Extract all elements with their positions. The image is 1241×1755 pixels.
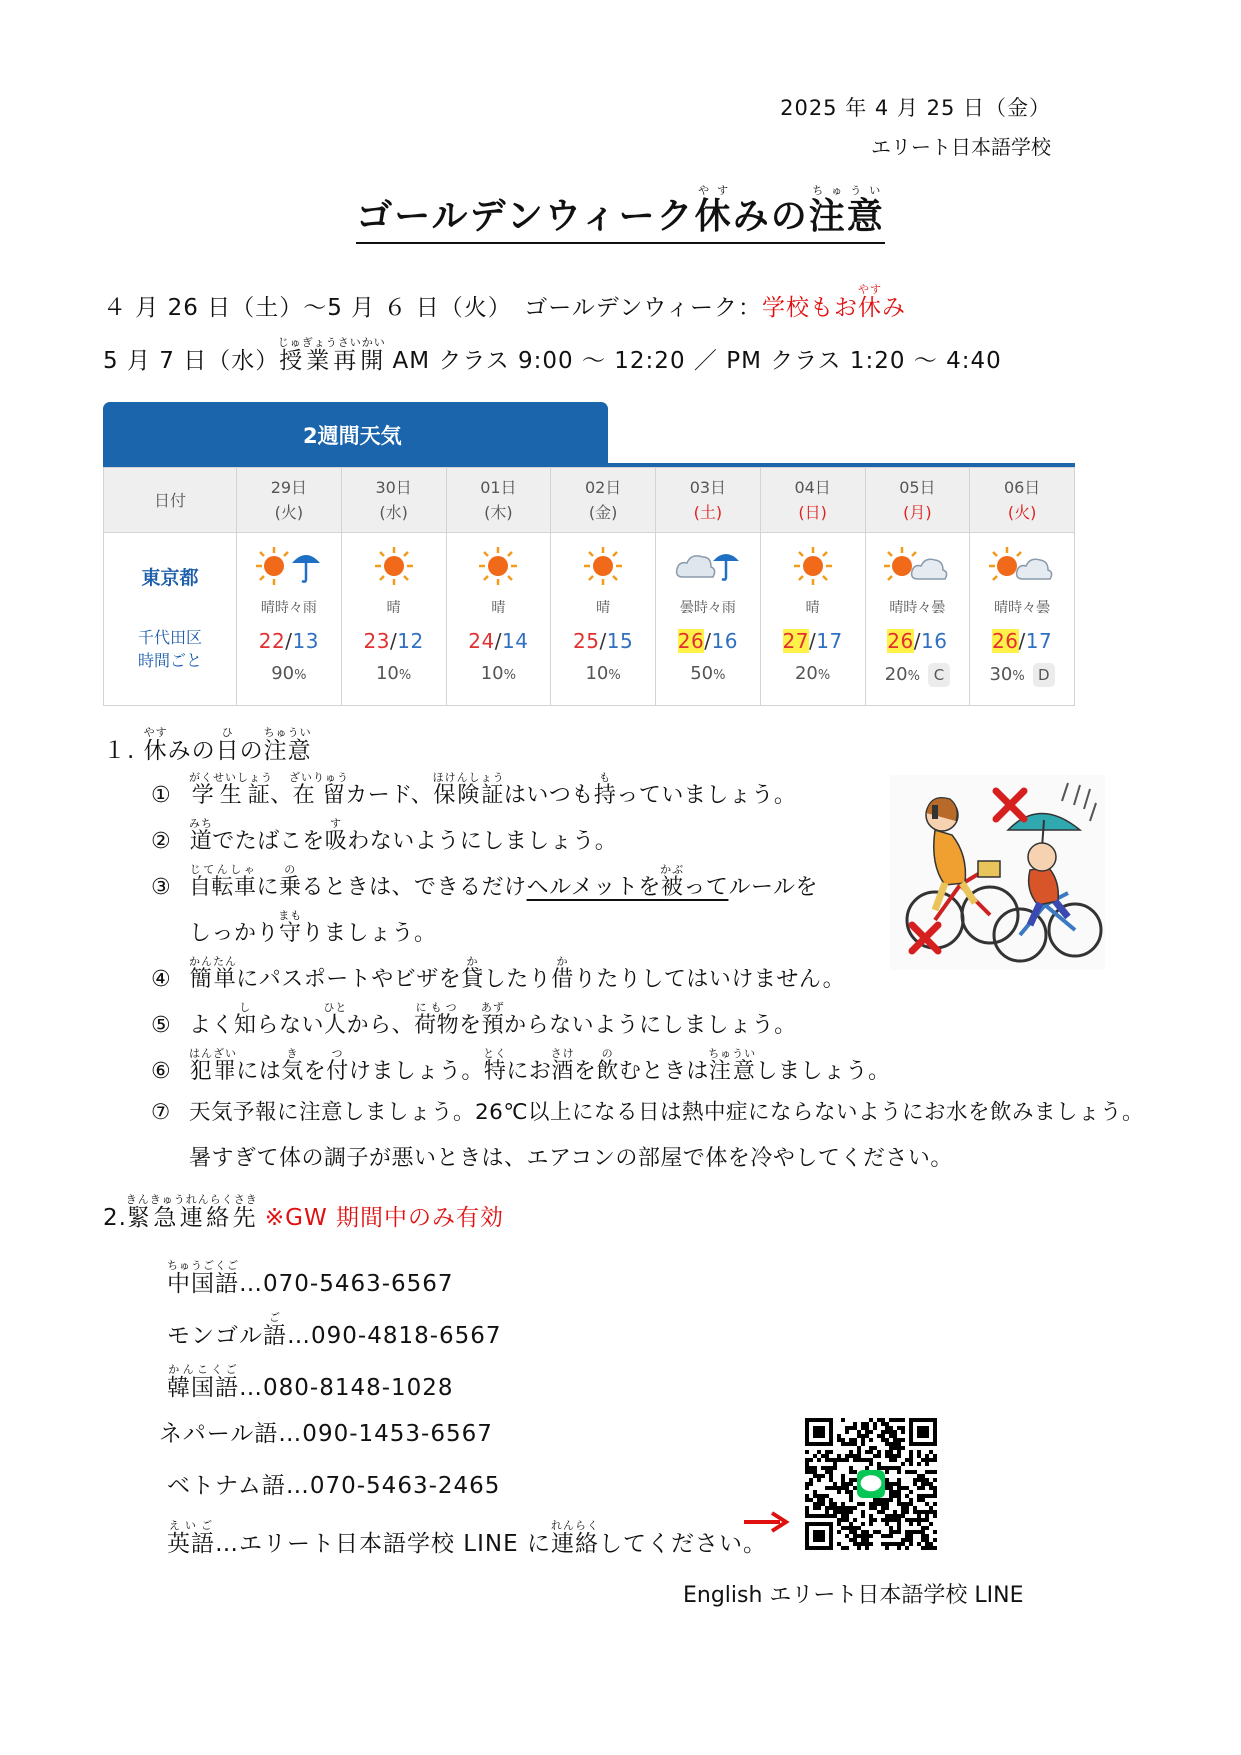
condition-text: 晴 xyxy=(805,600,820,616)
contact-mongolian: モンゴル語ご…090-4818-6567 xyxy=(167,1311,502,1349)
day-weekday: (金) xyxy=(588,503,618,522)
contact-nepali: ネパール語…090-1453-6567 xyxy=(159,1421,493,1447)
condition-text: 晴 xyxy=(596,600,611,616)
day-header xyxy=(237,468,342,533)
rain-probability: 90% xyxy=(271,663,307,684)
temp-low: 13 xyxy=(292,629,319,653)
condition-text: 晴時々曇 xyxy=(994,600,1051,616)
day-header xyxy=(341,468,446,533)
day-date: 03日 xyxy=(689,478,727,497)
validity-note: ※GW 期間中のみ有効 xyxy=(264,1205,505,1231)
day-forecast xyxy=(970,533,1075,706)
rain-probability: 10% xyxy=(480,663,516,684)
cyclist-illustration xyxy=(890,775,1105,970)
sun-icon xyxy=(447,545,551,587)
document-date: 2025 年 4 月 25 日（金） xyxy=(780,96,1051,120)
class-resume: 5 月 7 日（水）授業再開じゅぎょうさいかい AM クラス 9:00 ～ 12:20 ／ PM クラス 1:20 ～ 4:40 xyxy=(103,336,1002,374)
page-title: ゴールデンウィーク休やすみの注意ちゅうい xyxy=(356,184,884,244)
sun-cloud-icon xyxy=(866,545,970,587)
sun-icon xyxy=(342,545,446,587)
day-weekday: (火) xyxy=(1007,503,1037,522)
temp-high: 26 xyxy=(677,629,705,653)
temp-high: 26 xyxy=(887,629,914,653)
contact-korean: 韓国語かんこくご…080-8148-1028 xyxy=(167,1363,454,1401)
condition-text: 晴 xyxy=(491,600,506,616)
day-date: 06日 xyxy=(1003,478,1041,497)
temp-high: 24 xyxy=(468,629,495,653)
day-forecast xyxy=(760,533,865,706)
city-label: 東京都 xyxy=(141,567,199,589)
section2-heading: 2.緊急連絡先きんきゅうれんらくさき ※GW 期間中のみ有効 xyxy=(103,1193,505,1231)
day-forecast xyxy=(341,533,446,706)
condition-text: 曇時々雨 xyxy=(679,600,736,616)
temp-low: 16 xyxy=(921,629,948,653)
rain-probability: 20% C xyxy=(866,663,970,687)
rain-probability: 50% xyxy=(690,663,726,684)
temperature: 26/16 xyxy=(677,629,738,653)
temperature: 27/17 xyxy=(782,629,843,653)
line-qr-code[interactable] xyxy=(805,1418,937,1550)
day-header xyxy=(551,468,656,533)
day-date: 04日 xyxy=(794,478,831,497)
contact-vietnamese: ベトナム語…070-5463-2465 xyxy=(167,1473,501,1499)
pollen-grade-badge: D xyxy=(1033,663,1055,687)
day-forecast xyxy=(551,533,656,706)
rain-probability: 30% D xyxy=(970,663,1074,687)
day-forecast xyxy=(237,533,342,706)
temperature: 22/13 xyxy=(258,629,319,653)
rule-7: ⑦ 天気予報に注意しましょう。26℃以上になる日は熱中症にならないようにお水を飲みましょう。 xyxy=(151,1100,1145,1125)
rule-3: ③ 自転車じてんしゃに乗のるときは、できるだけヘルメットを被かぶってルールを xyxy=(151,863,818,900)
day-date: 01日 xyxy=(480,478,517,497)
temperature: 26/16 xyxy=(887,629,948,653)
rule-2: ② 道みちでたばこを吸すわないようにしましょう。 xyxy=(151,817,618,854)
temp-high: 27 xyxy=(782,629,809,653)
line-logo-icon xyxy=(857,1470,885,1498)
rule-5: ⑤ よく知しらない人ひとから、荷物にもつを預あずからないようにしましょう。 xyxy=(151,1001,797,1038)
temp-low: 17 xyxy=(816,629,843,653)
temp-low: 15 xyxy=(606,629,634,653)
rule-3-line2: しっかり守まもりましょう。 xyxy=(189,909,437,946)
weather-table xyxy=(103,467,1075,706)
temp-high: 26 xyxy=(992,629,1019,653)
school-name: エリート日本語学校 xyxy=(871,135,1051,159)
temp-high: 23 xyxy=(363,629,390,653)
temp-low: 14 xyxy=(502,629,529,653)
contact-chinese: 中国語ちゅうごくご…070-5463-6567 xyxy=(167,1259,454,1297)
temp-high: 22 xyxy=(258,629,286,653)
section1-heading: １. 休やすみの日ひの注意ちゅうい xyxy=(103,726,312,764)
temp-high: 25 xyxy=(573,629,600,653)
rain-probability: 20% xyxy=(794,663,831,684)
day-weekday: (火) xyxy=(274,503,304,522)
day-header xyxy=(446,468,551,533)
subarea-label: 千代田区 時間ごと xyxy=(137,628,202,670)
rule-1: ① 学生証がくせいしょう、在留ざいりゅうカード、保険証ほけんしょうはいつも持もっていましょう。 xyxy=(151,771,797,808)
day-header xyxy=(760,468,865,533)
day-weekday: (月) xyxy=(903,503,932,522)
condition-text: 晴時々曇 xyxy=(889,600,946,616)
day-forecast xyxy=(446,533,551,706)
day-weekday: (水) xyxy=(379,503,408,522)
rule-6: ⑥ 犯罪はんざいには気きを付つけましょう。特とくにお酒さけを飲のむときは注意ちゅういしましょう。 xyxy=(151,1047,891,1084)
pollen-grade-badge: C xyxy=(928,663,950,687)
temp-low: 17 xyxy=(1025,629,1053,653)
day-header xyxy=(970,468,1075,533)
temp-low: 16 xyxy=(711,629,738,653)
holiday-period: ４ 月 26 日（土）～5 月 ６ 日（火） ゴールデンウィーク：学校もお休やすみ xyxy=(103,283,906,321)
date-header: 日付 xyxy=(104,468,237,533)
cloud-umbrella-icon xyxy=(656,545,760,587)
day-header xyxy=(656,468,761,533)
day-weekday: (日) xyxy=(798,503,827,522)
day-date: 29日 xyxy=(270,478,308,497)
condition-text: 晴 xyxy=(386,600,401,616)
arrow-right-icon xyxy=(742,1510,790,1534)
day-date: 05日 xyxy=(899,478,936,497)
contact-english: 英語えいご…エリート日本語学校 LINE に連絡れんらくしてください。 xyxy=(167,1519,767,1557)
day-header xyxy=(865,468,970,533)
day-date: 02日 xyxy=(584,478,622,497)
sun-icon xyxy=(551,545,655,587)
sun-icon xyxy=(761,545,865,587)
day-forecast xyxy=(656,533,761,706)
temp-low: 12 xyxy=(397,629,424,653)
temperature: 24/14 xyxy=(468,629,529,653)
rule-4: ④ 簡単かんたんにパスポートやビザを貸かしたり借かりたりしてはいけません。 xyxy=(151,955,846,992)
sun-umbrella-icon xyxy=(237,545,341,587)
rain-probability: 10% xyxy=(585,663,621,684)
sun-cloud-icon xyxy=(970,545,1074,587)
condition-text: 晴時々雨 xyxy=(260,600,317,616)
temperature: 26/17 xyxy=(992,629,1053,653)
day-date: 30日 xyxy=(375,478,412,497)
rain-probability: 10% xyxy=(375,663,412,684)
weather-tab: 2週間天気 xyxy=(103,402,608,466)
day-weekday: (土) xyxy=(693,503,723,522)
temperature: 25/15 xyxy=(573,629,634,653)
title-wrap xyxy=(0,184,1241,244)
day-weekday: (木) xyxy=(484,503,513,522)
rule-7-line2: 暑すぎて体の調子が悪いときは、エアコンの部屋で体を冷やしてください。 xyxy=(189,1146,953,1171)
day-forecast xyxy=(865,533,970,706)
qr-caption: English エリート日本語学校 LINE xyxy=(683,1583,1024,1608)
area-cell xyxy=(104,533,237,706)
temperature: 23/12 xyxy=(363,629,424,653)
